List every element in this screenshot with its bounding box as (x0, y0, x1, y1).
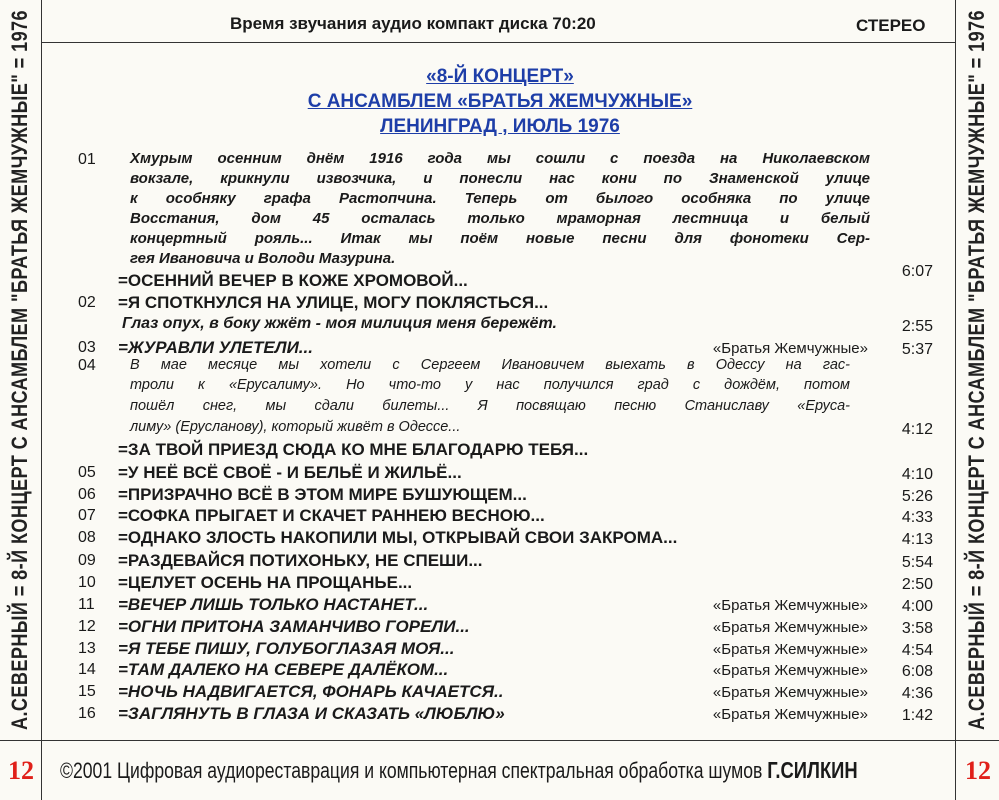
track-description-line: пошёл снег, мы сдали билеты... Я посвящаю песню Станиславу «Еруса- (130, 398, 850, 414)
stereo-label: СТЕРЕО (856, 16, 926, 35)
track-title: =ЗАГЛЯНУТЬ В ГЛАЗА И СКАЗАТЬ «ЛЮБЛЮ» (118, 704, 505, 723)
track-description-line: вокзале, крикнули извозчика, и понесли нас кони по Знаменской улице (130, 170, 870, 187)
track-number: 11 (78, 596, 95, 613)
track-number: 12 (78, 618, 96, 635)
track-artist: «Братья Жемчужные» (712, 662, 868, 679)
track-duration: 5:26 (901, 488, 933, 505)
footer-credit (60, 757, 858, 784)
right-spine (957, 0, 997, 740)
page-number: 12 (965, 756, 991, 785)
track-title: =Я ТЕБЕ ПИШУ, ГОЛУБОГЛАЗАЯ МОЯ... (118, 639, 455, 658)
track-title: =У НЕЁ ВСЁ СВОЁ - И БЕЛЬЁ И ЖИЛЬЁ... (118, 463, 462, 482)
track-title: =НОЧЬ НАДВИГАЕТСЯ, ФОНАРЬ КАЧАЕТСЯ.. (118, 682, 504, 701)
track-number: 15 (78, 683, 96, 700)
track-artist: «Братья Жемчужные» (712, 706, 868, 723)
track-duration: 4:54 (901, 642, 933, 659)
track-title: =Я СПОТКНУЛСЯ НА УЛИЦЕ, МОГУ ПОКЛЯСТЬСЯ... (118, 293, 549, 312)
credit-text: ©2001 Цифровая аудиореставрация и компьютерная спектральная обработка шумов (60, 758, 768, 783)
track-title: =ОСЕННИЙ ВЕЧЕР В КОЖЕ ХРОМОВОЙ... (118, 271, 468, 290)
track-duration: 4:00 (901, 598, 933, 615)
track-title: =ПРИЗРАЧНО ВСЁ В ЭТОМ МИРЕ БУШУЮЩЕМ... (118, 485, 527, 504)
track-number: 14 (78, 661, 96, 678)
track-number: 04 (78, 357, 96, 374)
track-description-line: концертный рояль... Итак мы поём новые песни для фонотеки Сер- (130, 230, 870, 247)
page-number: 12 (8, 756, 34, 785)
track-number: 05 (78, 464, 96, 481)
track-duration: 6:08 (901, 663, 933, 680)
track-number: 09 (78, 552, 96, 569)
track-artist: «Братья Жемчужные» (712, 641, 868, 658)
track-description-line: гея Ивановича и Володи Мазурина. (130, 250, 396, 267)
track-number: 07 (78, 507, 96, 524)
credit-author: Г.СИЛКИН (767, 757, 858, 783)
track-number: 16 (78, 705, 96, 722)
track-duration: 4:36 (901, 685, 933, 702)
track-description-line: к особняку графа Растопчина. Теперь от былого особняка по улице (130, 190, 870, 207)
duration-text: Время звучания аудио компакт диска 70:20 (230, 14, 596, 33)
album-subtitle: С АНСАМБЛЕМ «БРАТЬЯ ЖЕМЧУЖНЫЕ» (307, 91, 693, 112)
track-title: =РАЗДЕВАЙСЯ ПОТИХОНЬКУ, НЕ СПЕШИ... (118, 551, 483, 570)
track-duration: 4:33 (901, 509, 933, 526)
track-artist: «Братья Жемчужные» (712, 340, 868, 357)
track-number: 08 (78, 529, 96, 546)
track-description-line: лиму» (Ерусланову), который живёт в Одессе... (130, 419, 461, 435)
track-title: =ОДНАКО ЗЛОСТЬ НАКОПИЛИ МЫ, ОТКРЫВАЙ СВОИ ЗАКРОМА... (118, 528, 678, 547)
spine-text: А.СЕВЕРНЫЙ = 8-Й КОНЦЕРТ С АНСАМБЛЕМ "БРАТЬЯ ЖЕМЧУЖНЫЕ" = 1976 (7, 10, 32, 731)
track-number: 13 (78, 640, 96, 657)
track-title: =ВЕЧЕР ЛИШЬ ТОЛЬКО НАСТАНЕТ... (118, 595, 429, 614)
track-number: 02 (78, 294, 96, 311)
track-title: =СОФКА ПРЫГАЕТ И СКАЧЕТ РАННЕЮ ВЕСНОЮ... (118, 506, 545, 525)
track-description-line: троли к «Ерусалиму». Но что-то у нас получился град с дождём, потом (130, 377, 850, 393)
track-duration: 2:55 (901, 318, 933, 335)
track-subtitle: Глаз опух, в боку жжёт - моя милиция меня бережёт. (122, 315, 557, 332)
track-description-line: В мае месяце мы хотели с Сергеем Ивановичем выехать в Одессу на гас- (130, 357, 850, 373)
track-title: =ЗА ТВОЙ ПРИЕЗД СЮДА КО МНЕ БЛАГОДАРЮ ТЕБЯ... (118, 440, 589, 459)
left-spine (0, 0, 40, 740)
track-duration: 5:37 (901, 341, 933, 358)
track-number: 10 (78, 574, 96, 591)
track-number: 01 (78, 151, 96, 168)
spine-text: А.СЕВЕРНЫЙ = 8-Й КОНЦЕРТ С АНСАМБЛЕМ "БРАТЬЯ ЖЕМЧУЖНЫЕ" = 1976 (964, 10, 989, 731)
track-artist: «Братья Жемчужные» (712, 597, 868, 614)
track-duration: 3:58 (901, 620, 933, 637)
track-number: 06 (78, 486, 96, 503)
track-duration: 4:13 (901, 531, 933, 548)
track-artist: «Братья Жемчужные» (712, 619, 868, 636)
album-title: «8-Й КОНЦЕРТ» (426, 66, 574, 87)
track-title: =ТАМ ДАЛЕКО НА СЕВЕРЕ ДАЛЁКОМ... (118, 660, 449, 679)
track-duration: 1:42 (901, 707, 933, 724)
track-duration: 2:50 (901, 576, 933, 593)
album-location: ЛЕНИНГРАД , ИЮЛЬ 1976 (380, 116, 620, 137)
track-title: =ЖУРАВЛИ УЛЕТЕЛИ... (118, 338, 313, 357)
track-duration: 5:54 (901, 554, 933, 571)
track-duration: 6:07 (901, 263, 933, 280)
track-description-line: Хмурым осенним днём 1916 года мы сошли с поезда на Николаевском (130, 150, 870, 167)
track-artist: «Братья Жемчужные» (712, 684, 868, 701)
track-number: 03 (78, 339, 96, 356)
track-title: =ОГНИ ПРИТОНА ЗАМАНЧИВО ГОРЕЛИ... (118, 617, 470, 636)
track-duration: 4:12 (901, 421, 933, 438)
track-description-line: Восстания, дом 45 осталась только мраморная лестница и белый (130, 210, 870, 227)
track-title: =ЦЕЛУЕТ ОСЕНЬ НА ПРОЩАНЬЕ... (118, 573, 413, 592)
track-duration: 4:10 (901, 466, 933, 483)
